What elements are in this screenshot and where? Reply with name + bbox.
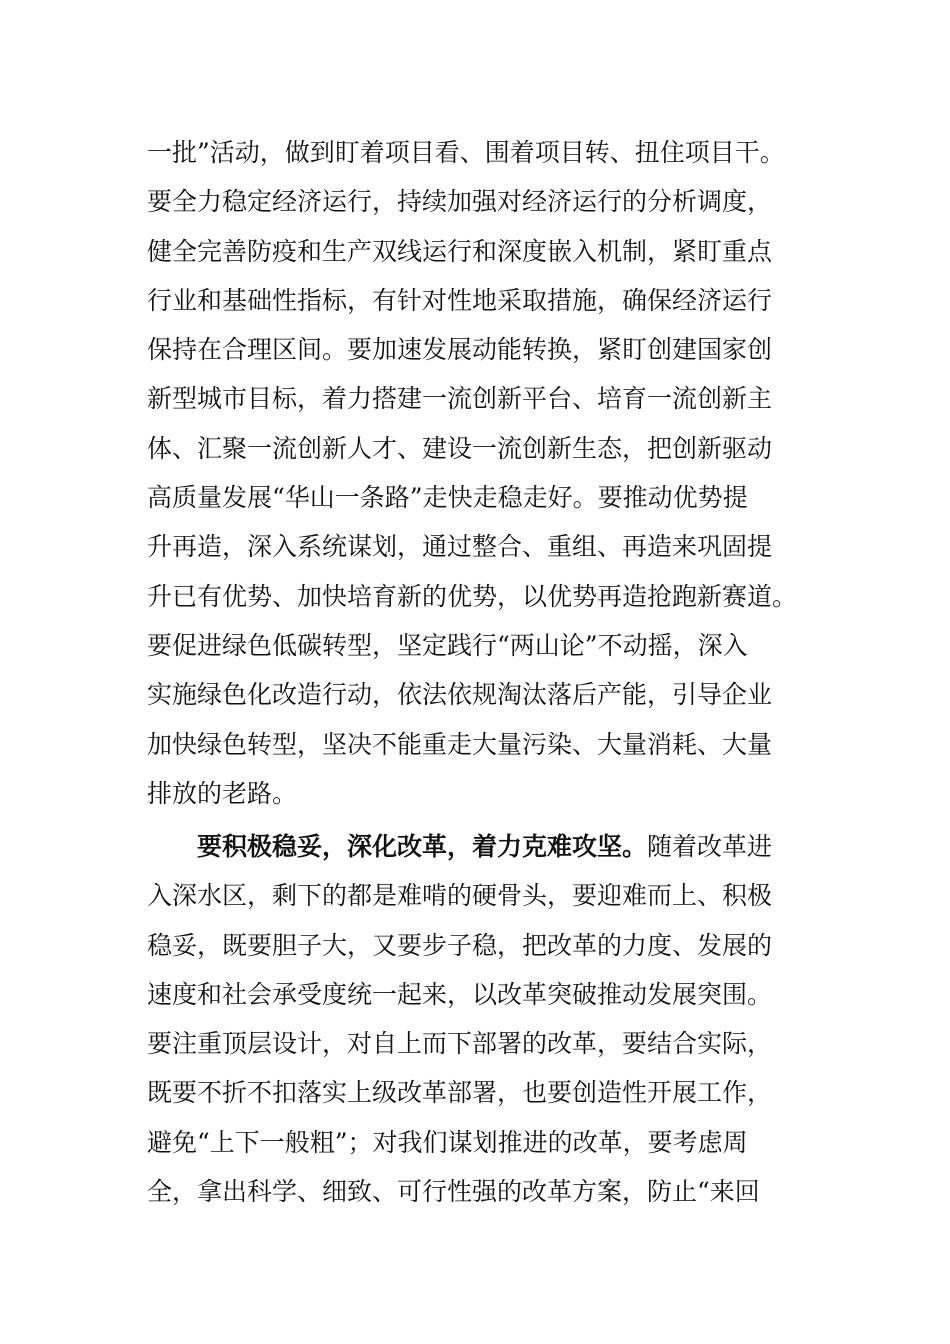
- text-line: 健全完善防疫和生产双线运行和深度嵌入机制，紧盯重点: [147, 236, 773, 266]
- text-line: 高质量发展“华山一条路”走快走稳走好。要推动优势提: [147, 483, 748, 513]
- text-line: 既要不折不扣落实上级改革部署，也要创造性开展工作，: [147, 1078, 773, 1108]
- text-line: 要注重顶层设计，对自上而下部署的改革，要结合实际，: [147, 1029, 773, 1059]
- text-line: 排放的老路。: [147, 778, 298, 808]
- paragraph-heading: 要积极稳妥，深化改革，着力克难攻坚。: [197, 832, 648, 861]
- text-line: 实施绿色化改造行动，依法依规淘汰落后产能，引导企业: [147, 680, 773, 710]
- text-line: 行业和基础性指标，有针对性地采取措施，确保经济运行: [147, 285, 773, 315]
- text-line: 全，拿出科学、细致、可行性强的改革方案，防止“来回: [147, 1177, 760, 1207]
- text-line: 升已有优势、加快培育新的优势，以优势再造抢跑新赛道。: [147, 581, 798, 611]
- text-line: 入深水区，剩下的都是难啃的硬骨头，要迎难而上、积极: [147, 881, 773, 911]
- text-line: 避免“上下一般粗”；对我们谋划推进的改革，要考虑周: [147, 1127, 748, 1157]
- text-line: 一批”活动，做到盯着项目看、围着项目转、扭住项目干。: [147, 138, 785, 167]
- text-line: 保持在合理区间。要加速发展动能转换，紧盯创建国家创: [147, 335, 773, 365]
- first-line-text: 随着改革进: [647, 832, 773, 861]
- text-line: 稳妥，既要胆子大，又要步子稳，把改革的力度、发展的: [147, 930, 773, 960]
- text-line: 要全力稳定经济运行，持续加强对经济运行的分析调度，: [147, 187, 773, 217]
- paragraph-1: [147, 128, 827, 818]
- paragraph-2: [147, 822, 827, 1216]
- paragraph-first-line: [147, 822, 827, 871]
- text-line: 体、汇聚一流创新人才、建设一流创新生态，把创新驱动: [147, 433, 773, 463]
- text-line: 要促进绿色低碳转型，坚定践行“两山论”不动摇，深入: [147, 630, 748, 660]
- text-line: 速度和社会承受度统一起来，以改革突破推动发展突围。: [147, 979, 773, 1009]
- text-line: 新型城市目标，着力搭建一流创新平台、培育一流创新主: [147, 384, 773, 414]
- text-line: 加快绿色转型，坚决不能重走大量污染、大量消耗、大量: [147, 729, 773, 759]
- text-line: 升再造，深入系统谋划，通过整合、重组、再造来巩固提: [147, 532, 773, 562]
